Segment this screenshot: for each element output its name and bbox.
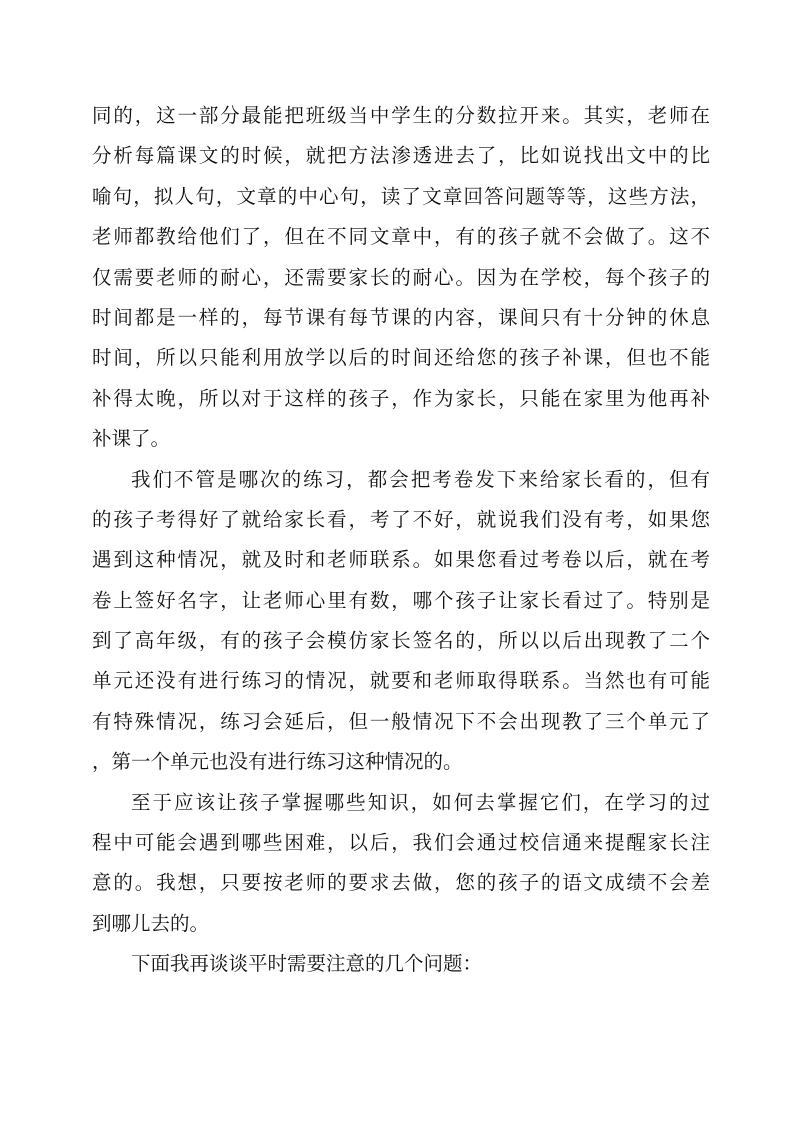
text-line: 程中可能会遇到哪些困难，以后，我们会通过校信通来提醒家长注	[92, 831, 710, 855]
text-line: 分析每篇课文的时候，就把方法渗透进去了，比如说找出文中的比	[92, 144, 710, 168]
text-line: 老师都教给他们了，但在不同文章中，有的孩子就不会做了。这不	[92, 225, 710, 249]
text-line: 单元还没有进行练习的情况，就要和老师取得联系。当然也有可能	[92, 669, 710, 693]
text-line: 的孩子考得好了就给家长看，考了不好，就说我们没有考，如果您	[92, 507, 710, 531]
text-line: 遇到这种情况，就及时和老师联系。如果您看过考卷以后，就在考	[92, 548, 710, 572]
text-line: 同的，这一部分最能把班级当中学生的分数拉开来。其实，老师在	[92, 104, 710, 127]
text-line: 卷上签好名字，让老师心里有数，哪个孩子让家长看过了。特别是	[92, 588, 710, 612]
text-line: 到了高年级，有的孩子会模仿家长签名的，所以以后出现教了二个	[92, 629, 710, 653]
text-line: 有特殊情况，练习会延后，但一般情况下不会出现教了三个单元了	[92, 709, 710, 733]
text-line: 补课了。	[92, 427, 171, 451]
text-line: 补得太晚，所以对于这样的孩子，作为家长，只能在家里为他再补	[92, 386, 710, 410]
paragraph-first-line: 我们不管是哪次的练习，都会把考卷发下来给家长看的，但有	[131, 467, 710, 491]
paragraph-first-line: 下面我再谈谈平时需要注意的几个问题：	[131, 952, 483, 976]
text-line: 仅需要老师的耐心，还需要家长的耐心。因为在学校，每个孩子的	[92, 265, 710, 289]
text-line: 时间，所以只能利用放学以后的时间还给您的孩子补课，但也不能	[92, 346, 710, 370]
text-line: 到哪儿去的。	[92, 911, 210, 935]
document-body	[92, 96, 710, 985]
paragraph-first-line: 至于应该让孩子掌握哪些知识，如何去掌握它们，在学习的过	[131, 790, 710, 814]
text-line: 喻句，拟人句，文章的中心句，读了文章回答问题等等，这些方法，	[92, 184, 710, 208]
text-line: 意的。我想，只要按老师的要求去做，您的孩子的语文成绩不会差	[92, 871, 710, 895]
text-line: 时间都是一样的，每节课有每节课的内容，课间只有十分钟的休息	[92, 305, 710, 329]
text-line: ，第一个单元也没有进行练习这种情况的。	[92, 750, 463, 774]
